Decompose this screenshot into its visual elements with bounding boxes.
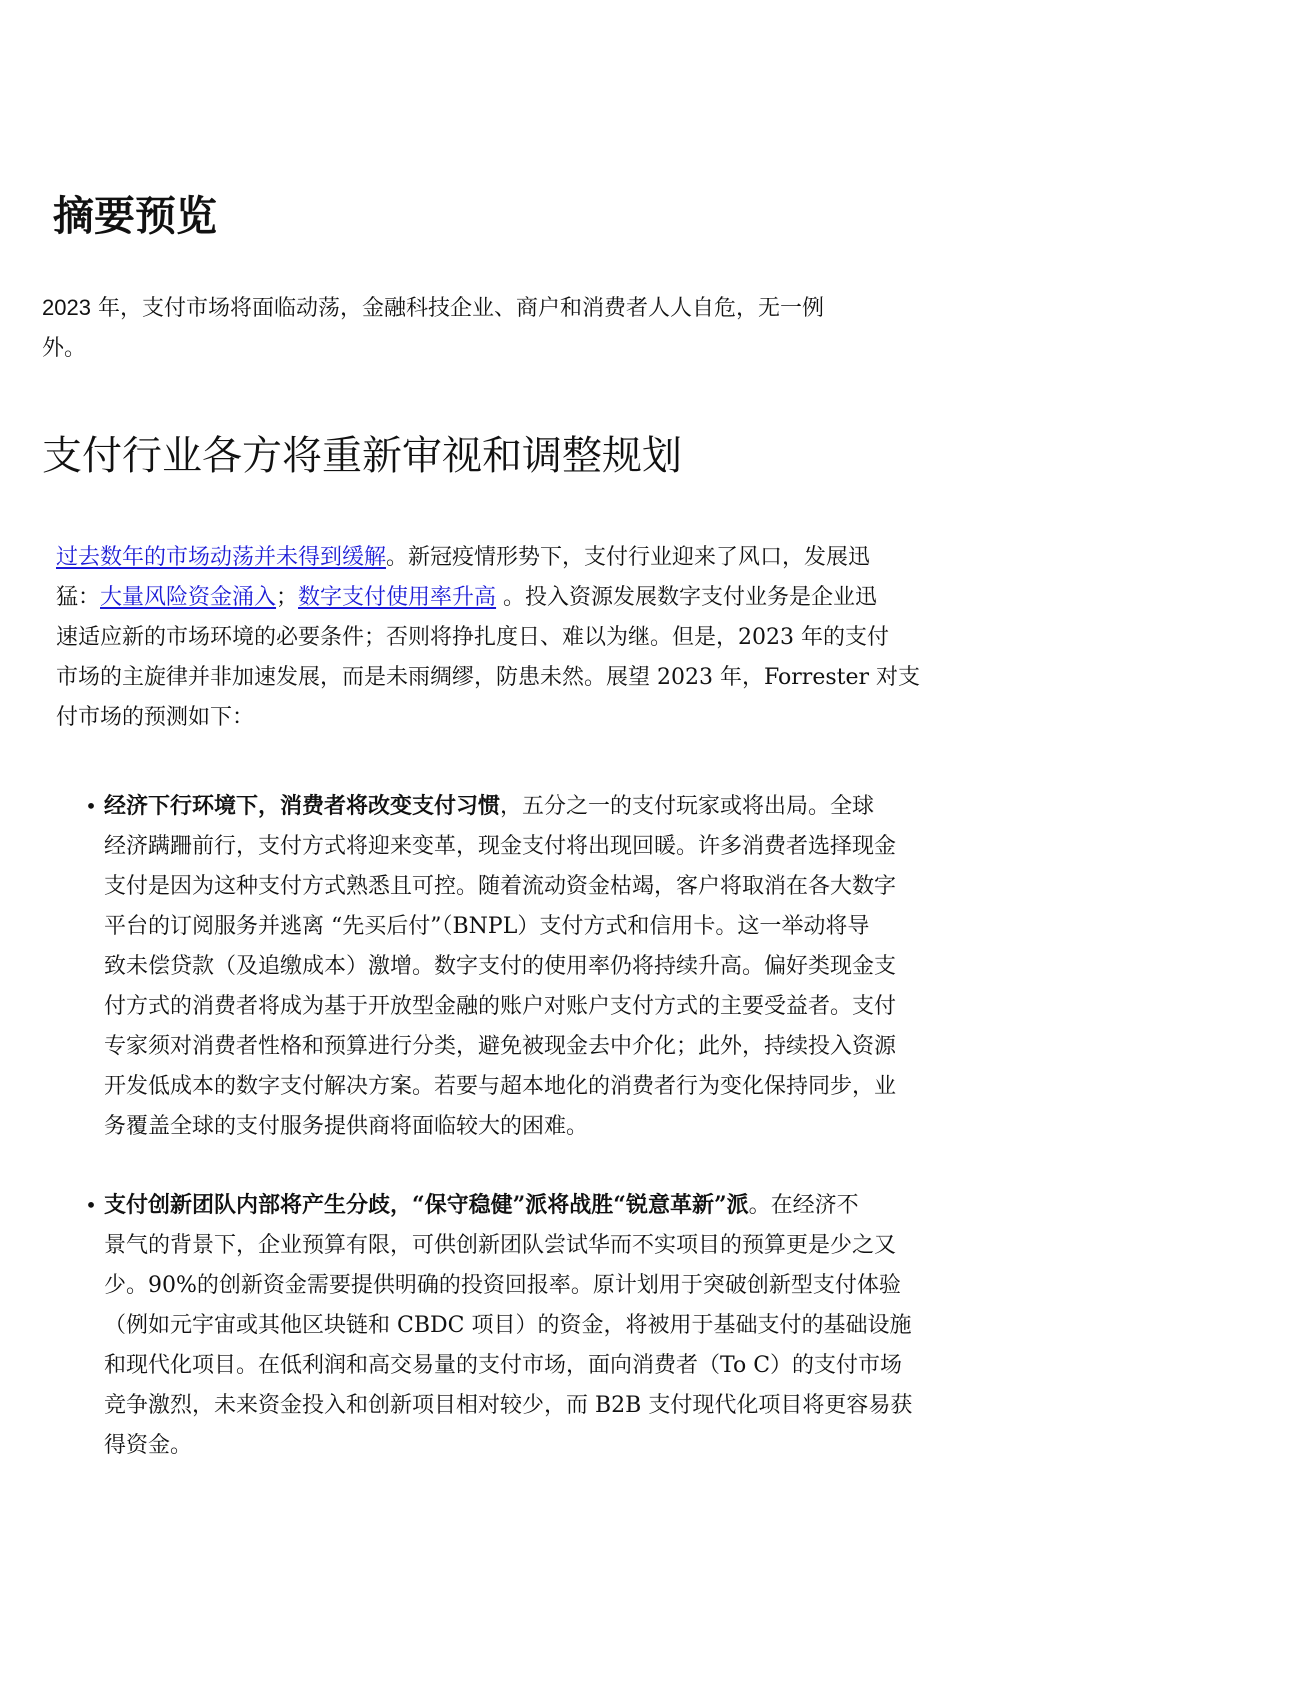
bullet-item-consumer-habits: [84, 786, 924, 1147]
bullet-line: （例如元宇宙或其他区块链和 CBDC 项目）的资金，将被用于基础支付的基础设施: [104, 1313, 912, 1338]
venture-capital-link[interactable]: 大量风险资金涌入: [100, 585, 277, 610]
bullet-lead-rest: 。在经济不: [748, 1193, 859, 1218]
bullet-line: 平台的订阅服务并逃离 “先买后付”（BNPL）支付方式和信用卡。这一举动将导: [104, 914, 870, 939]
paragraph-text-2: 猛：: [56, 585, 101, 610]
bullet-lead-rest: ，五分之一的支付玩家或将出局。全球: [500, 794, 875, 819]
paragraph-line-3: 速适应新的市场环境的必要条件；否则将挣扎度日、难以为继。但是，2023 年的支付: [56, 625, 889, 650]
digital-payment-usage-link[interactable]: 数字支付使用率升高: [298, 585, 497, 610]
paragraph-line-1: [56, 538, 916, 578]
bullet-line: 付方式的消费者将成为基于开放型金融的账户对账户支付方式的主要受益者。支付: [104, 994, 897, 1019]
paragraph-text-3: ；: [276, 585, 299, 610]
bullet-item-innovation-teams: [84, 1185, 924, 1466]
forecast-paragraph: [56, 538, 920, 738]
bullet-first-line: [104, 786, 924, 827]
intro-line-1: [42, 288, 892, 329]
bullet-line: 务覆盖全球的支付服务提供商将面临较大的困难。: [104, 1114, 589, 1139]
section-heading: 支付行业各方将重新审视和调整规划: [42, 433, 682, 479]
bullet-marker: •: [85, 794, 97, 818]
bullet-line: 得资金。: [104, 1433, 193, 1458]
paragraph-text-4: 。投入资源发展数字支付业务是企业迅: [496, 585, 878, 610]
bullet-first-line: [104, 1185, 924, 1226]
bullet-bold-lead: 经济下行环境下，消费者将改变支付习惯: [104, 793, 501, 819]
bullet-bold-lead: 支付创新团队内部将产生分歧，“保守稳健”派将战胜“锐意革新”派: [104, 1192, 749, 1218]
intro-line-1-text: 年，支付市场将面临动荡，金融科技企业、商户和消费者人人自危，无一例: [90, 296, 824, 321]
paragraph-line-2: [56, 578, 916, 618]
bullet-line: 支付是因为这种支付方式熟悉且可控。随着流动资金枯竭，客户将取消在各大数字: [104, 874, 897, 899]
bullet-line: 和现代化项目。在低利润和高交易量的支付市场，面向消费者（To C）的支付市场: [104, 1353, 903, 1378]
intro-year: 2023: [42, 295, 91, 320]
bullet-line: 致未偿贷款（及追缴成本）激增。数字支付的使用率仍将持续升高。偏好类现金支: [104, 954, 897, 979]
bullet-line: 少。90%的创新资金需要提供明确的投资回报率。原计划用于突破创新型支付体验: [104, 1273, 901, 1298]
bullet-line: 竞争激烈，未来资金投入和创新项目相对较少，而 B2B 支付现代化项目将更容易获: [104, 1393, 913, 1418]
bullet-marker: •: [85, 1193, 97, 1217]
bullet-line: 专家须对消费者性格和预算进行分类，避免被现金去中介化；此外，持续投入资源: [104, 1034, 897, 1059]
bullet-body: [104, 1185, 924, 1466]
paragraph-text-1: 。新冠疫情形势下，支付行业迎来了风口，发展迅: [386, 545, 871, 570]
summary-heading: 摘要预览: [53, 192, 217, 240]
bullet-line: 景气的背景下，企业预算有限，可供创新团队尝试华而不实项目的预算更是少之又: [104, 1233, 897, 1258]
bullet-body: [104, 786, 924, 1147]
bullet-line: 经济蹒跚前行，支付方式将迎来变革，现金支付将出现回暖。许多消费者选择现金: [104, 834, 897, 859]
market-turbulence-link[interactable]: 过去数年的市场动荡并未得到缓解: [56, 545, 387, 570]
paragraph-line-4: 市场的主旋律并非加速发展，而是未雨绸缪，防患未然。展望 2023 年，Forrester 对支: [56, 665, 920, 690]
paragraph-line-5: 付市场的预测如下：: [56, 705, 255, 730]
intro-line-2: 外。: [42, 336, 87, 361]
intro-paragraph: [42, 288, 892, 369]
bullet-line: 开发低成本的数字支付解决方案。若要与超本地化的消费者行为变化保持同步，业: [104, 1074, 897, 1099]
